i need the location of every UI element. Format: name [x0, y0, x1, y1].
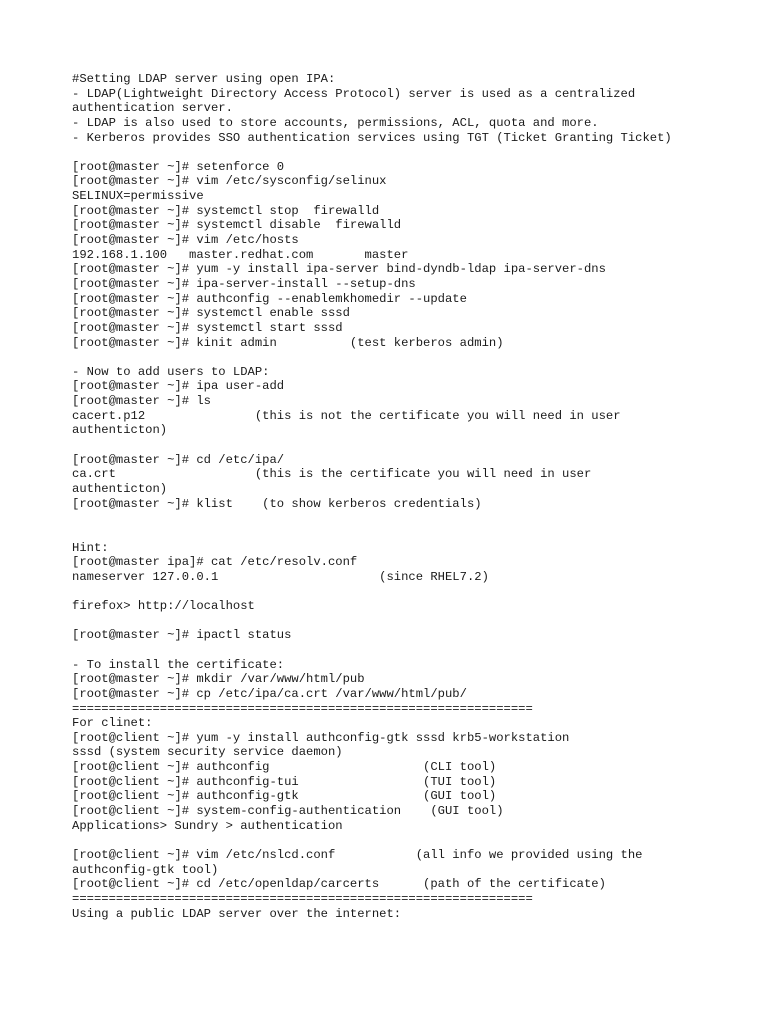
text-line: [root@master ~]# setenforce 0	[72, 159, 285, 174]
text-line: Using a public LDAP server over the internet:	[72, 906, 402, 921]
text-line: [root@master ~]# vim /etc/hosts	[72, 233, 299, 248]
text-line: ===============================================================	[72, 891, 533, 906]
text-line: ===============================================================	[72, 701, 533, 716]
text-line: - Kerberos provides SSO authentication services using TGT (Ticket Granting Ticket)	[72, 130, 672, 145]
text-line: sssd (system security service daemon)	[72, 745, 343, 760]
text-line: [root@client ~]# vim /etc/nslcd.conf (all info we provided using the	[72, 847, 643, 862]
text-line: ca.crt (this is the certificate you will need in user	[72, 467, 592, 482]
text-line	[72, 614, 752, 629]
text-line: [root@master ~]# ls	[72, 394, 211, 409]
text-line: [root@master ~]# systemctl start sssd	[72, 320, 343, 335]
text-line: [root@client ~]# authconfig-tui (TUI tool)	[72, 774, 497, 789]
text-line: [root@master ~]# systemctl disable firewalld	[72, 218, 402, 233]
text-line: SELINUX=permissive	[72, 189, 204, 204]
text-line: [root@master ~]# cd /etc/ipa/	[72, 452, 285, 467]
text-line: - LDAP(Lightweight Directory Access Protocol) server is used as a centralized	[72, 86, 636, 101]
text-line: [root@master ~]# yum -y install ipa-server bind-dyndb-ldap ipa-server-dns	[72, 262, 606, 277]
text-line: - LDAP is also used to store accounts, permissions, ACL, quota and more.	[72, 115, 599, 130]
text-line: [root@master ~]# mkdir /var/www/html/pub	[72, 672, 365, 687]
text-line: cacert.p12 (this is not the certificate you will need in user	[72, 408, 621, 423]
text-line: [root@master ~]# systemctl stop firewalld	[72, 203, 380, 218]
text-line	[72, 833, 752, 848]
text-line: [root@master ~]# vim /etc/sysconfig/selinux	[72, 174, 387, 189]
text-line: authenticton)	[72, 481, 168, 496]
document-body	[72, 72, 752, 921]
text-line: [root@client ~]# authconfig-gtk (GUI tool)	[72, 789, 497, 804]
text-line	[72, 511, 752, 526]
text-line: authentication server.	[72, 101, 233, 116]
text-line: [root@client ~]# system-config-authentication (GUI tool)	[72, 804, 504, 819]
text-line: [root@master ~]# authconfig --enablemkhomedir --update	[72, 291, 467, 306]
text-line: [root@master ~]# systemctl enable sssd	[72, 306, 350, 321]
text-line: [root@master ~]# ipa user-add	[72, 379, 285, 394]
text-line: [root@client ~]# authconfig (CLI tool)	[72, 760, 497, 775]
text-line: - To install the certificate:	[72, 657, 285, 672]
text-line: authconfig-gtk tool)	[72, 862, 219, 877]
text-line: [root@client ~]# yum -y install authconfig-gtk sssd krb5-workstation	[72, 730, 570, 745]
text-line: [root@master ~]# ipactl status	[72, 628, 292, 643]
text-line: firefox> http://localhost	[72, 599, 255, 614]
text-line: [root@client ~]# cd /etc/openldap/carcerts (path of the certificate)	[72, 877, 606, 892]
text-line: Hint:	[72, 540, 109, 555]
text-line: nameserver 127.0.0.1 (since RHEL7.2)	[72, 569, 489, 584]
text-line: [root@master ~]# cp /etc/ipa/ca.crt /var/www/html/pub/	[72, 686, 467, 701]
text-line: - Now to add users to LDAP:	[72, 364, 270, 379]
text-line	[72, 643, 752, 658]
text-line: [root@master ~]# klist (to show kerberos credentials)	[72, 496, 482, 511]
text-line: For clinet:	[72, 716, 153, 731]
text-line	[72, 584, 752, 599]
text-line: authenticton)	[72, 423, 168, 438]
text-line	[72, 145, 752, 160]
text-line	[72, 526, 752, 541]
text-line: Applications> Sundry > authentication	[72, 818, 343, 833]
text-line: 192.168.1.100 master.redhat.com master	[72, 247, 409, 262]
text-line: #Setting LDAP server using open IPA:	[72, 72, 336, 86]
text-line: [root@master ipa]# cat /etc/resolv.conf	[72, 555, 358, 570]
text-line	[72, 438, 752, 453]
text-line	[72, 350, 752, 365]
text-line: [root@master ~]# ipa-server-install --setup-dns	[72, 276, 416, 291]
text-line: [root@master ~]# kinit admin (test kerberos admin)	[72, 335, 504, 350]
